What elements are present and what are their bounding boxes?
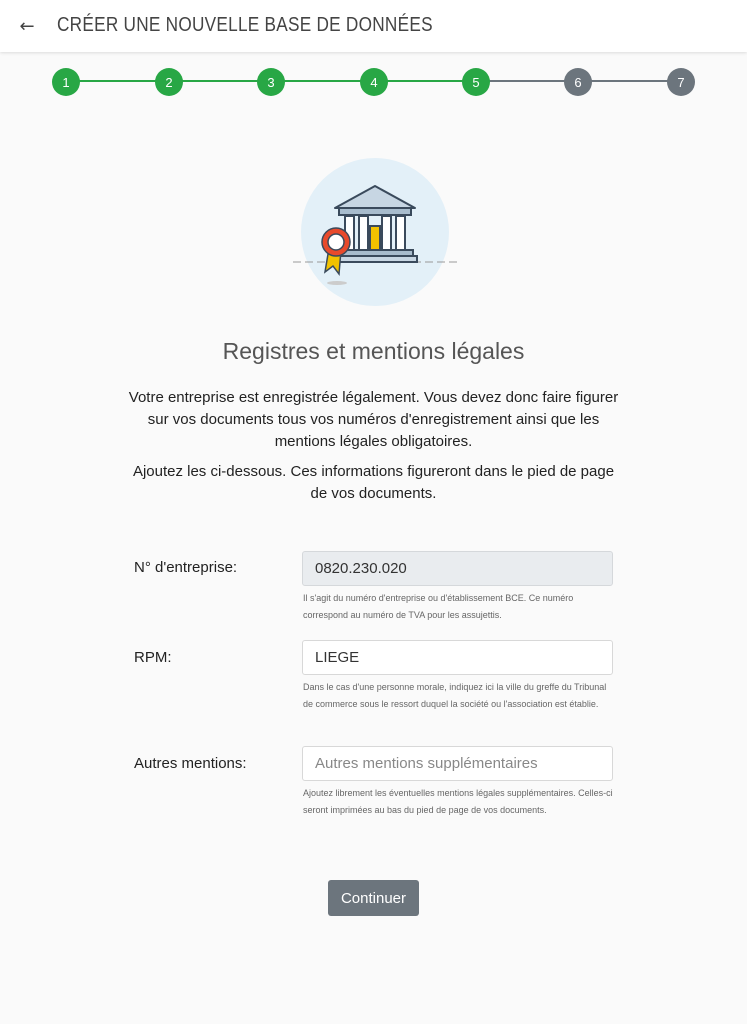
rpm-help: Dans le cas d'une personne morale, indiquez ici la ville du greffe du Tribunal de commerce sous le ressort duquel la société ou l'association est établie. xyxy=(303,682,607,709)
other-mentions-help: Ajoutez librement les éventuelles mentions légales supplémentaires. Celles-ci seront imprimées au bas du pied de page de vos documents. xyxy=(303,788,613,815)
step-5[interactable]: 5 xyxy=(462,68,490,96)
progress-stepper xyxy=(0,66,747,98)
intro-paragraph-1: Votre entreprise est enregistrée légalement. Vous devez donc faire figurer sur vos documents tous vos numéros d'enregistrement ainsi que les mentions légales obligatoires. xyxy=(128,389,619,450)
rpm-label: RPM: xyxy=(134,649,172,666)
section-title: Registres et mentions légales xyxy=(222,338,525,364)
step-2[interactable]: 2 xyxy=(155,68,183,96)
intro-text xyxy=(128,387,619,513)
intro-paragraph-2: Ajoutez les ci-dessous. Ces informations figureront dans le pied de page de vos documents. xyxy=(132,463,615,502)
company-number-label: N° d'entreprise: xyxy=(134,559,238,576)
bank-building-with-award-badge-icon xyxy=(293,156,457,306)
continue-button[interactable]: Continuer xyxy=(328,880,419,916)
step-7: 7 xyxy=(667,68,695,96)
step-4[interactable]: 4 xyxy=(360,68,388,96)
rpm-field[interactable] xyxy=(302,640,613,675)
other-mentions-label: Autres mentions: xyxy=(134,755,247,772)
company-number-help: Il s'agit du numéro d'entreprise ou d'établissement BCE. Ce numéro correspond au numéro de TVA pour les assujettis. xyxy=(303,593,574,620)
step-3[interactable]: 3 xyxy=(257,68,285,96)
top-bar xyxy=(0,0,747,52)
arrow-left-icon[interactable]: ← xyxy=(19,15,35,37)
other-mentions-field[interactable] xyxy=(302,746,613,781)
page-title: CRÉER UNE NOUVELLE BASE DE DONNÉES xyxy=(57,14,433,36)
company-number-field[interactable] xyxy=(302,551,613,586)
step-1[interactable]: 1 xyxy=(52,68,80,96)
step-6: 6 xyxy=(564,68,592,96)
